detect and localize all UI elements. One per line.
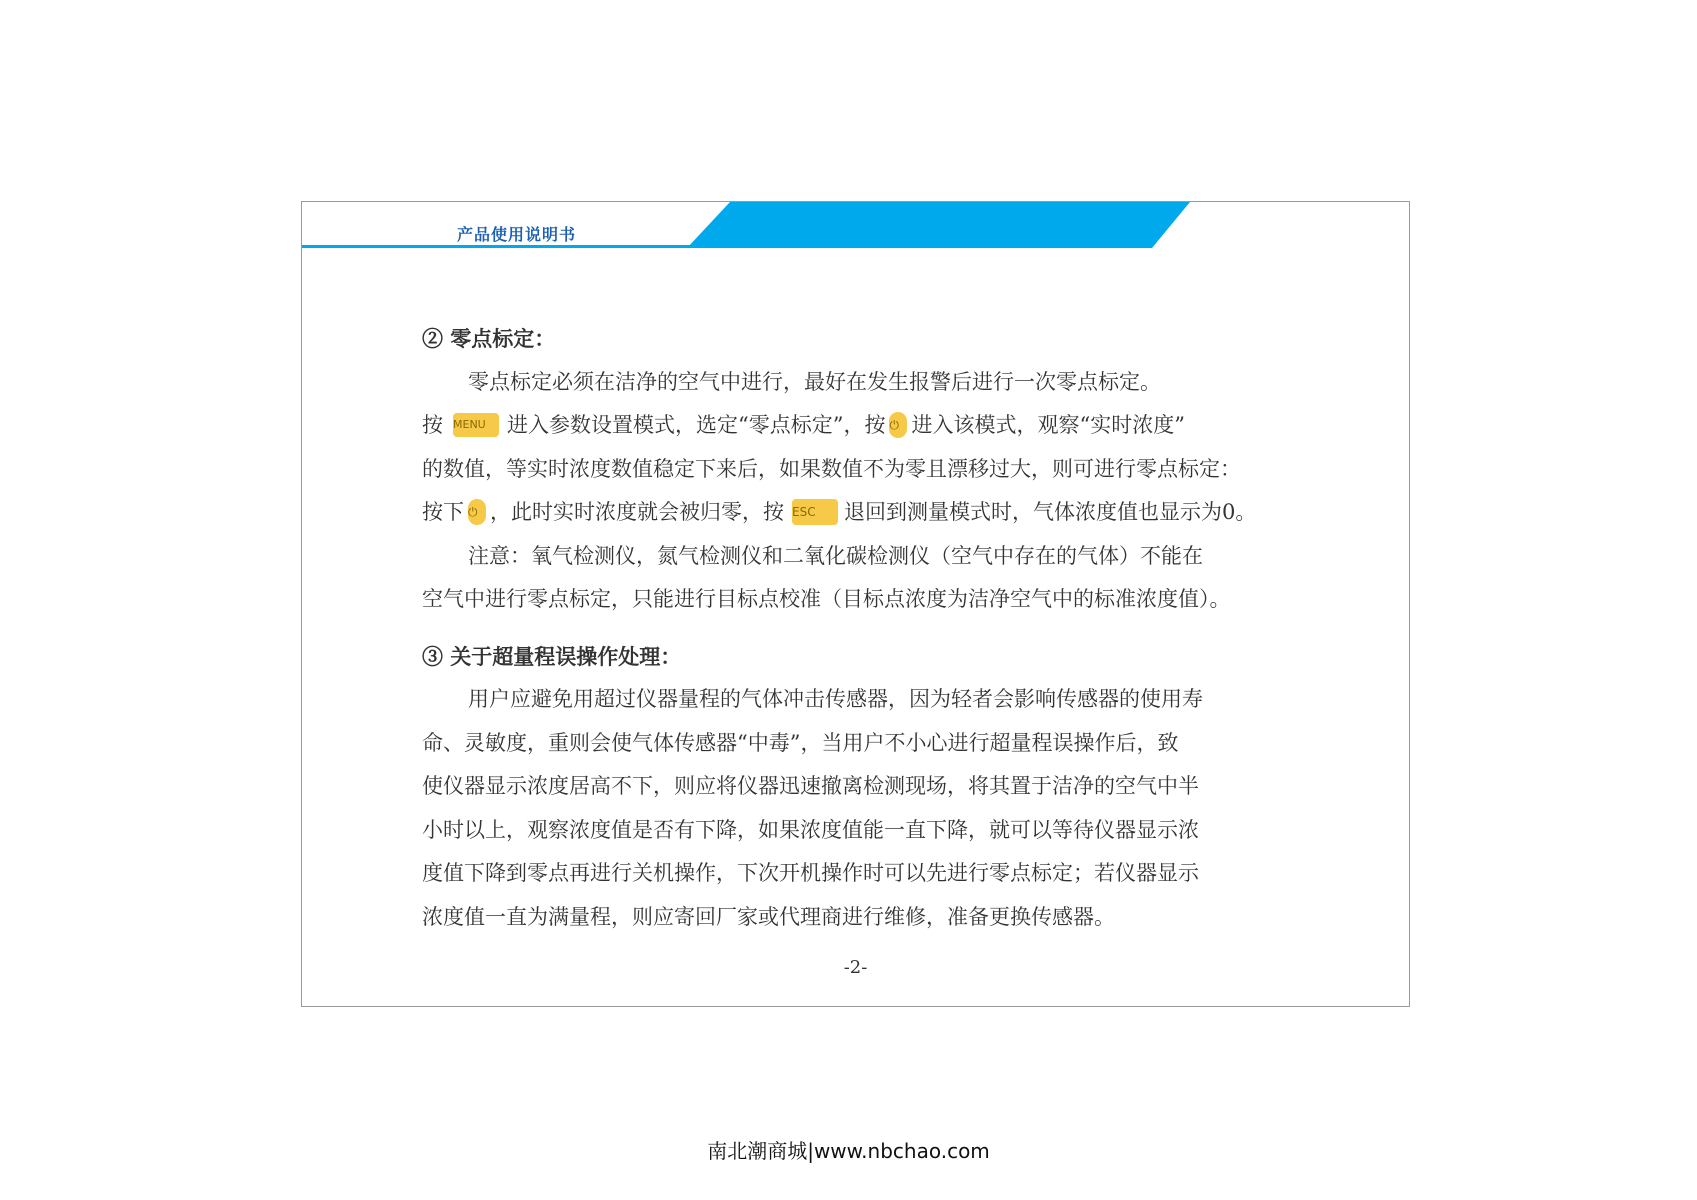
manual-page bbox=[301, 201, 1410, 1007]
text-line: 空气中进行零点标定，只能进行目标点校准（目标点浓度为洁净空气中的标准浓度值）。 bbox=[422, 587, 1231, 611]
page-number: -2- bbox=[843, 957, 868, 978]
text-fragment: 进入该模式，观察“实时浓度” bbox=[911, 413, 1185, 437]
text-line bbox=[422, 491, 1302, 535]
power-icon: ⏻ bbox=[889, 412, 907, 438]
menu-key-icon: MENU bbox=[453, 413, 499, 437]
text-line: 小时以上，观察浓度值是否有下降，如果浓度值能一直下降，就可以等待仪器显示浓 bbox=[422, 817, 1199, 842]
text-fragment: 按 bbox=[422, 413, 443, 437]
text-line: 注意：氧气检测仪，氮气检测仪和二氧化碳检测仪（空气中存在的气体）不能在 bbox=[468, 543, 1203, 568]
text-line: 度值下降到零点再进行关机操作，下次开机操作时可以先进行零点标定；若仪器显示 bbox=[422, 861, 1199, 885]
esc-key-icon: ESC bbox=[792, 499, 838, 525]
text-line: 用户应避免用超过仪器量程的气体冲击传感器，因为轻者会影响传感器的使用寿 bbox=[468, 687, 1203, 711]
text-line: 零点标定必须在洁净的空气中进行，最好在发生报警后进行一次零点标定。 bbox=[468, 369, 1161, 394]
paragraph bbox=[422, 678, 1302, 939]
header-title: 产品使用说明书 bbox=[457, 225, 577, 244]
paragraph bbox=[422, 404, 1302, 535]
text-fragment: 退回到测量模式时，气体浓度值也显示为0。 bbox=[844, 500, 1257, 524]
page-header bbox=[302, 202, 1409, 254]
section-heading-over-range: ③ 关于超量程误操作处理： bbox=[422, 643, 682, 669]
text-line: 使仪器显示浓度居高不下，则应将仪器迅速撤离检测现场，将其置于洁净的空气中半 bbox=[422, 774, 1199, 798]
section-heading-zero-calibration: ② 零点标定： bbox=[422, 326, 556, 351]
text-line: 命、灵敏度，重则会使气体传感器“中毒”，当用户不小心进行超量程误操作后，致 bbox=[422, 730, 1179, 755]
text-fragment: 进入参数设置模式，选定“零点标定”，按 bbox=[507, 413, 886, 437]
power-icon: ⏻ bbox=[468, 499, 486, 525]
text-line: 浓度值一直为满量程，则应寄回厂家或代理商进行维修，准备更换传感器。 bbox=[422, 904, 1115, 929]
paragraph bbox=[422, 361, 1302, 405]
text-line: 的数值，等实时浓度数值稳定下来后，如果数值不为零且漂移过大，则可进行零点标定： bbox=[422, 456, 1241, 481]
page-content bbox=[422, 317, 1302, 939]
text-fragment: 按下 bbox=[422, 500, 464, 524]
paragraph bbox=[422, 535, 1302, 622]
site-footer: 南北潮商城|www.nbchao.com bbox=[707, 1139, 990, 1163]
text-line bbox=[422, 404, 1302, 448]
text-fragment: ，此时实时浓度就会被归零，按 bbox=[490, 500, 784, 524]
